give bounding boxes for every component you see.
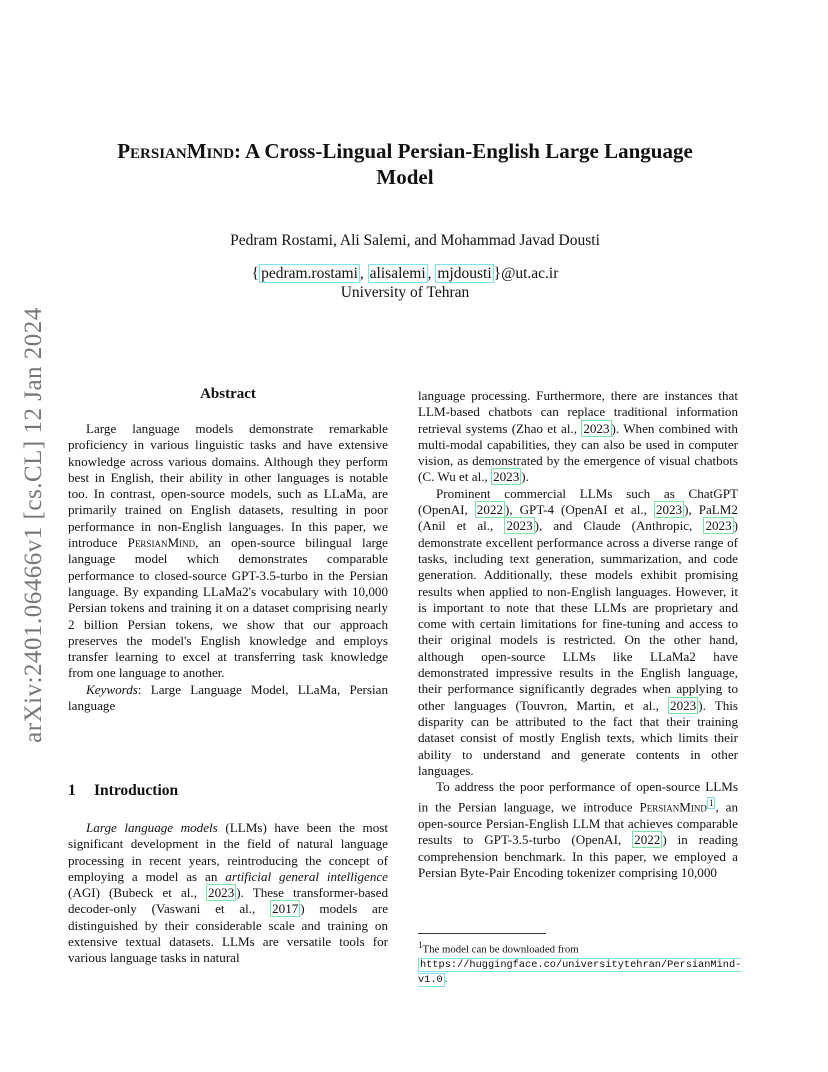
intro-text: ) models are distinguished by their considerable scale and training on extensive textual datasets. LLMs are versatile tools for various language tasks in natural [68, 901, 389, 966]
section-heading-introduction [68, 782, 178, 800]
footnote-text: The model can be downloaded from [422, 943, 579, 956]
keywords [68, 682, 388, 715]
citation-link[interactable]: 2023 [670, 697, 697, 713]
abstract-text-end: , an open-source bilingual large language model which demonstrates comparable performance to closed-source GPT-3.5-turbo in the Persian language. By expanding LLaMa2's vocabulary with 10,000 Persian tokens and training it on a dataset comprising nearly 2 billion Persian tokens, we show that our approach preserves the model's English knowledge and employs transfer learning to excel at transferring task knowledge from one language to another. [68, 535, 388, 681]
right-column-body [418, 388, 738, 881]
intro-body [68, 820, 388, 967]
intro-emphasis-agi: artificial general intelligence [225, 868, 388, 884]
email-link-mjdousti[interactable]: mjdousti [437, 265, 492, 282]
body-text: ), and Claude (Anthropic, [534, 518, 704, 534]
paper-title [90, 138, 720, 190]
keywords-label: Keywords [86, 681, 138, 697]
citation-link[interactable]: 2017 [272, 901, 299, 917]
email-brace-open: { [251, 265, 260, 282]
body-text: , an open-source Persian-English LLM that achieves comparable results to GPT-3.5-turbo (OpenAI, [418, 799, 738, 848]
right-paragraph-continued [418, 388, 738, 486]
abstract-model-name: PersianMind [127, 535, 196, 551]
intro-text: ). These transformer-based decoder-only (Vaswani et al., [68, 885, 389, 917]
body-text: To address the poor performance of open-source LLMs in the Persian language, we introduce [418, 779, 738, 815]
author-emails [110, 264, 700, 284]
intro-text: (LLMs) have been the most significant development in the field of natural language processing in recent years, reintroducing the concept of employing a model as an [68, 820, 389, 884]
abstract-text: Large language models demonstrate remarkable proficiency in various linguistic tasks and have extensive knowledge across various domains. Although they perform best in English, their ability in other languages is notable too. In contrast, open-source models, such as LLaMa, are primarily trained on English datasets, resulting in poor performance in non-English languages. In this paper, we introduce [68, 421, 388, 551]
intro-paragraph [68, 820, 388, 967]
footnote [418, 938, 742, 987]
body-text: ). [521, 469, 529, 485]
section-number: 1 [68, 782, 76, 799]
intro-text: (AGI) (Bubeck et al., [68, 885, 207, 901]
footnote-end: . [444, 972, 448, 985]
abstract-paragraph [68, 421, 388, 682]
citation-link[interactable]: 2022 [476, 502, 503, 518]
citation-link[interactable]: 2023 [506, 518, 533, 534]
footnote-divider [418, 933, 546, 934]
email-link-alisalemi[interactable]: alisalemi [369, 265, 426, 282]
body-text: ) demonstrate excellent performance across a diverse range of tasks, including text generation, summarization, and code generation. Additionally, these models exhibit promising results when applied to non-English languages. However, it is important to note that these LLMs are proprietary and come with certain limitations for fine-tuning and access to their original models is restricted. On the other hand, although open-source LLMs like LLaMa2 have demonstrated impressive results in the English language, their performance significantly degrades when applying to other languages (Touvron, Martin, et al., [418, 518, 738, 713]
body-text: language processing. Furthermore, there are instances that LLM-based chatbots can replace traditional information retrieval systems (Zhao et al., [418, 388, 738, 436]
footnote-url-link[interactable]: https://huggingface.co/universitytehran/PersianMind-v1.0 [418, 958, 742, 986]
author-list: Pedram Rostami, Ali Salemi, and Mohammad Javad Dousti [230, 232, 600, 249]
right-paragraph-introduce-model [418, 779, 738, 881]
footnote-number: 1 [418, 940, 423, 950]
abstract-heading: Abstract [200, 386, 256, 402]
citation-link[interactable]: 2023 [705, 518, 732, 534]
email-separator: , [427, 265, 436, 282]
citation-link[interactable]: 2023 [655, 502, 683, 518]
body-text: ) in reading comprehension benchmark. In this paper, we employed a Persian Byte-Pair Encoding tokenizer comprising 10,000 [418, 832, 738, 880]
arxiv-id: arXiv:2401.06466v1 [cs.CL] 12 Jan 2024 [20, 307, 47, 743]
affiliation: University of Tehran [340, 284, 470, 301]
citation-link[interactable]: 2023 [493, 469, 520, 485]
keywords-text: : Large Language Model, LLaMa, Persian language [68, 681, 388, 714]
body-text: ). This disparity can be attributed to the fact that their training dataset consist of mostly English texts, which limits their ability to understand and generate contents in other languages. [418, 697, 738, 778]
intro-emphasis: Large language models [86, 820, 218, 835]
body-text: ), GPT-4 (OpenAI et al., [504, 502, 654, 518]
footnote-marker-link[interactable]: 1 [708, 798, 714, 809]
email-separator: , [359, 265, 368, 282]
citation-link[interactable]: 2023 [583, 420, 610, 436]
right-paragraph-commercial-llms [418, 486, 738, 779]
abstract-body [68, 421, 388, 714]
model-name: PersianMind [639, 799, 707, 815]
title-model-name: PersianMind [117, 139, 235, 163]
title-text: : A Cross-Lingual Persian-English Large Language Model [234, 139, 693, 189]
section-title: Introduction [94, 782, 179, 799]
arxiv-sidebar-stamp [14, 290, 54, 760]
citation-link[interactable]: 2022 [634, 832, 661, 848]
body-text: ). When combined with multi-modal capabilities, they can also be used in computer vision, as demonstrated by the emergence of visual chatbots (C. Wu et al., [418, 420, 738, 485]
body-text: Prominent commercial LLMs such as ChatGPT (OpenAI, [418, 485, 738, 518]
email-link-pedram[interactable]: pedram.rostami [261, 265, 358, 282]
body-text: ), PaLM2 (Anil et al., [418, 502, 738, 534]
email-domain: }@ut.ac.ir [493, 265, 559, 282]
citation-link[interactable]: 2023 [208, 885, 235, 901]
